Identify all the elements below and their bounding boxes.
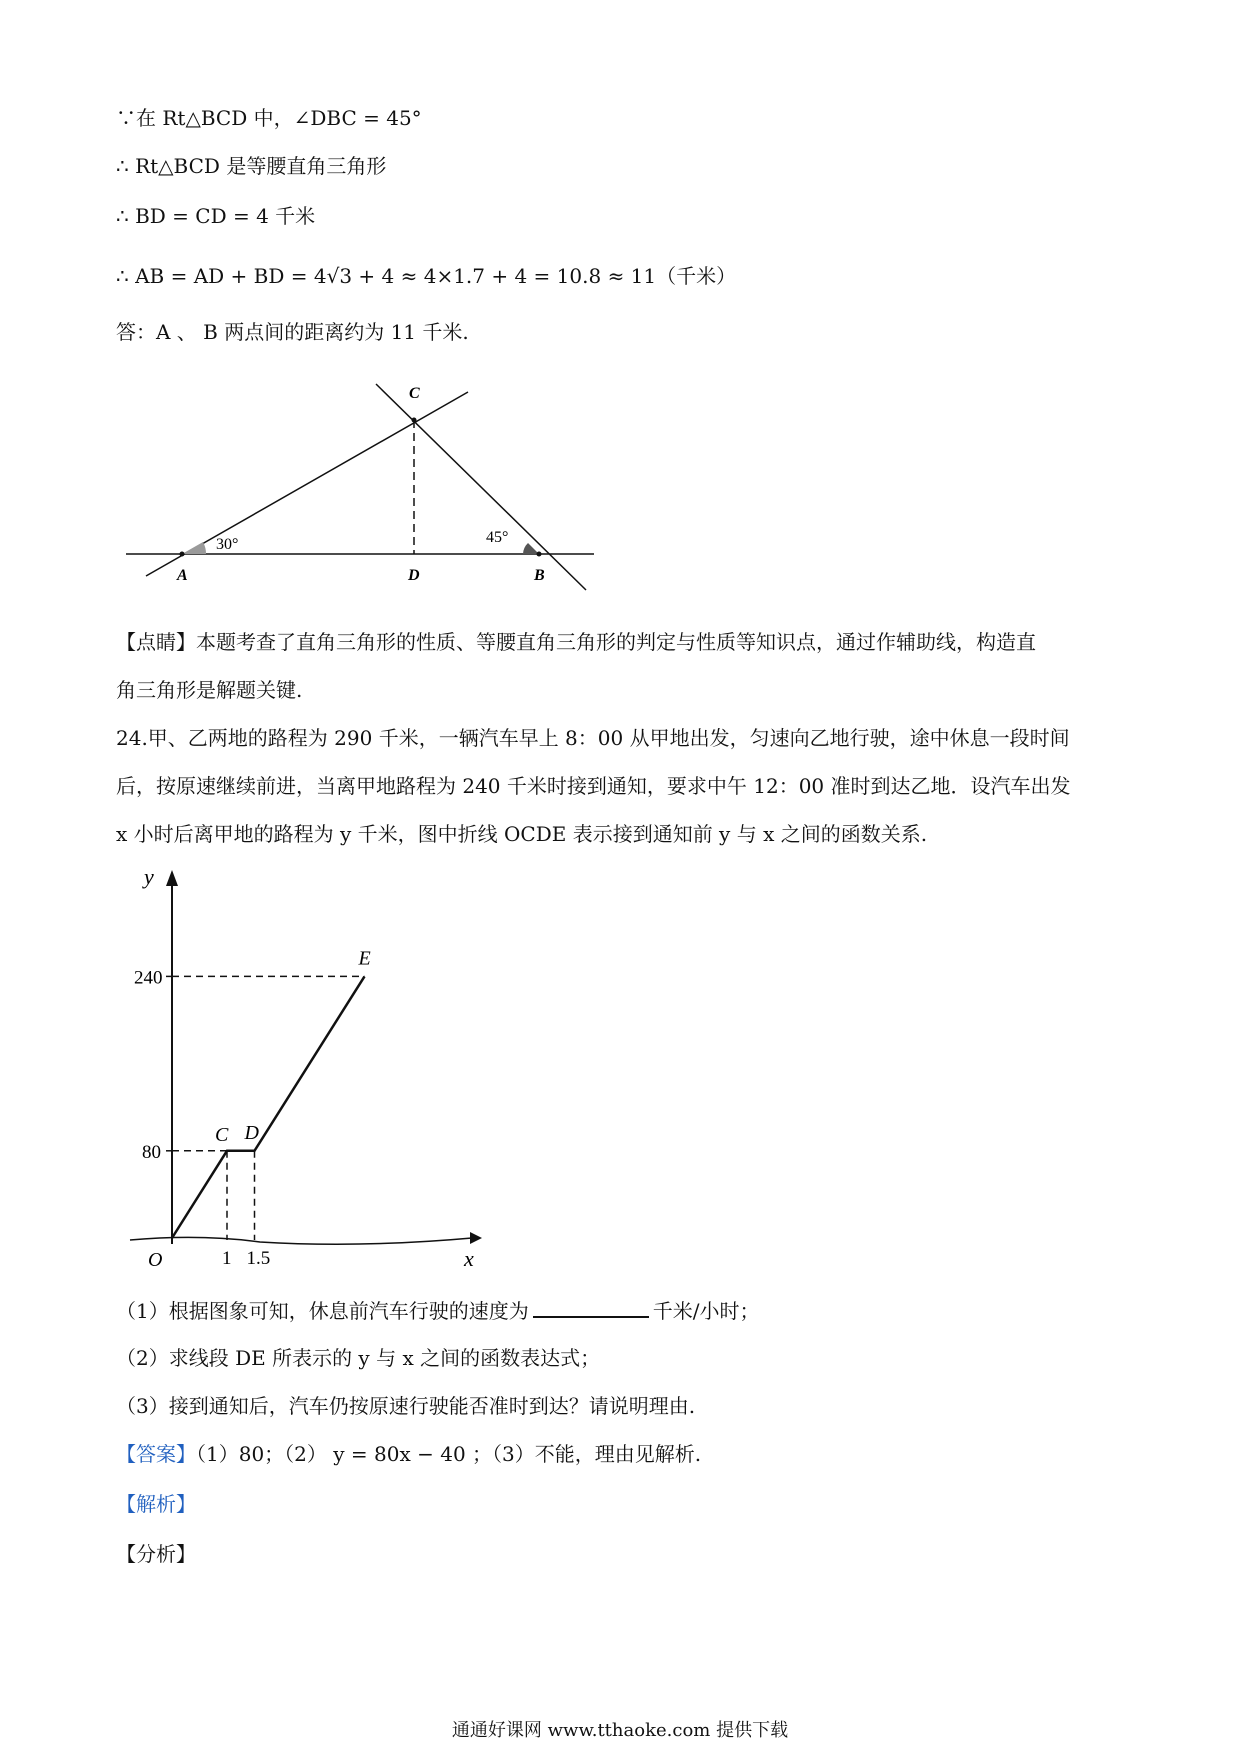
question-1-text: （1）根据图象可知，休息前汽车行驶的速度为 xyxy=(116,1299,529,1323)
x-axis xyxy=(130,1237,472,1244)
footer: 通通好课网 www.tthaoke.com 提供下载 xyxy=(451,1720,789,1741)
origin-label: O xyxy=(148,1249,163,1271)
angle-a-mark xyxy=(182,542,206,554)
question-3: （3）接到通知后，汽车仍按原速行驶能否准时到达？请说明理由. xyxy=(116,1394,696,1418)
answer-tag: 【答案】 xyxy=(116,1442,196,1466)
question-1-unit: 千米/小时； xyxy=(652,1299,760,1323)
solution-line-2: ∴ Rt△BCD 是等腰直角三角形 xyxy=(116,154,387,178)
solution-line-1: ∵在 Rt△BCD 中，∠DBC = 45° xyxy=(116,106,422,130)
analysis-tag: 【解析】 xyxy=(116,1492,196,1516)
comment-line-1: 【点睛】本题考查了直角三角形的性质、等腰直角三角形的判定与性质等知识点，通过作辅助线，构造直 xyxy=(116,630,1036,654)
solution-line-3: ∴ BD = CD = 4 千米 xyxy=(116,204,316,228)
y-axis-arrow xyxy=(166,870,178,886)
angle-b-label: 45° xyxy=(486,529,509,546)
x-tick-1: 1 xyxy=(222,1248,232,1269)
point-label-d: D xyxy=(244,1121,259,1144)
question-2: （2）求线段 DE 所表示的 y 与 x 之间的函数表达式； xyxy=(116,1346,601,1370)
point-label-e: E xyxy=(358,947,371,970)
series-line xyxy=(172,976,365,1238)
answer-text: （1）80；（2） y = 80x − 40 ；（3）不能，理由见解析. xyxy=(196,1442,702,1466)
answer-line xyxy=(116,1440,701,1468)
label-a: A xyxy=(177,567,188,584)
label-d: D xyxy=(408,567,420,584)
y-tick-80: 80 xyxy=(142,1141,161,1163)
x-axis-label: x xyxy=(464,1246,474,1271)
y-axis-label: y xyxy=(144,864,154,889)
angle-b-mark xyxy=(523,543,539,554)
solution-answer: 答：A 、 B 两点间的距离约为 11 千米. xyxy=(116,320,469,344)
solution-line-4: ∴ AB = AD + BD = 4√3 + 4 ≈ 4×1.7 + 4 = 10.8 ≈ 11（千米） xyxy=(116,264,737,288)
y-tick-240: 240 xyxy=(134,967,163,989)
comment-line-2: 角三角形是解题关键. xyxy=(116,678,303,702)
answer-blank xyxy=(533,1296,649,1318)
problem-line-1: 24.甲、乙两地的路程为 290 千米，一辆汽车早上 8：00 从甲地出发，匀速向乙地行驶，途中休息一段时间 xyxy=(116,726,1070,750)
angle-a-label: 30° xyxy=(216,536,239,553)
label-b: B xyxy=(534,567,545,584)
point-label-c: C xyxy=(215,1123,229,1146)
triangle-figure xyxy=(120,378,600,598)
problem-line-3: x 小时后离甲地的路程为 y 千米，图中折线 OCDE 表示接到通知前 y 与 x 之间的函数关系. xyxy=(116,822,928,846)
x-tick-1-5: 1.5 xyxy=(246,1248,271,1269)
problem-line-2: 后，按原速继续前进，当离甲地路程为 240 千米时接到通知，要求中午 12：00 准时到达乙地．设汽车出发 xyxy=(116,774,1071,798)
x-axis-arrow xyxy=(470,1232,482,1244)
label-c: C xyxy=(409,385,420,402)
question-1 xyxy=(116,1296,759,1325)
fenxi-tag: 【分析】 xyxy=(116,1542,196,1566)
distance-time-graph xyxy=(120,862,500,1282)
